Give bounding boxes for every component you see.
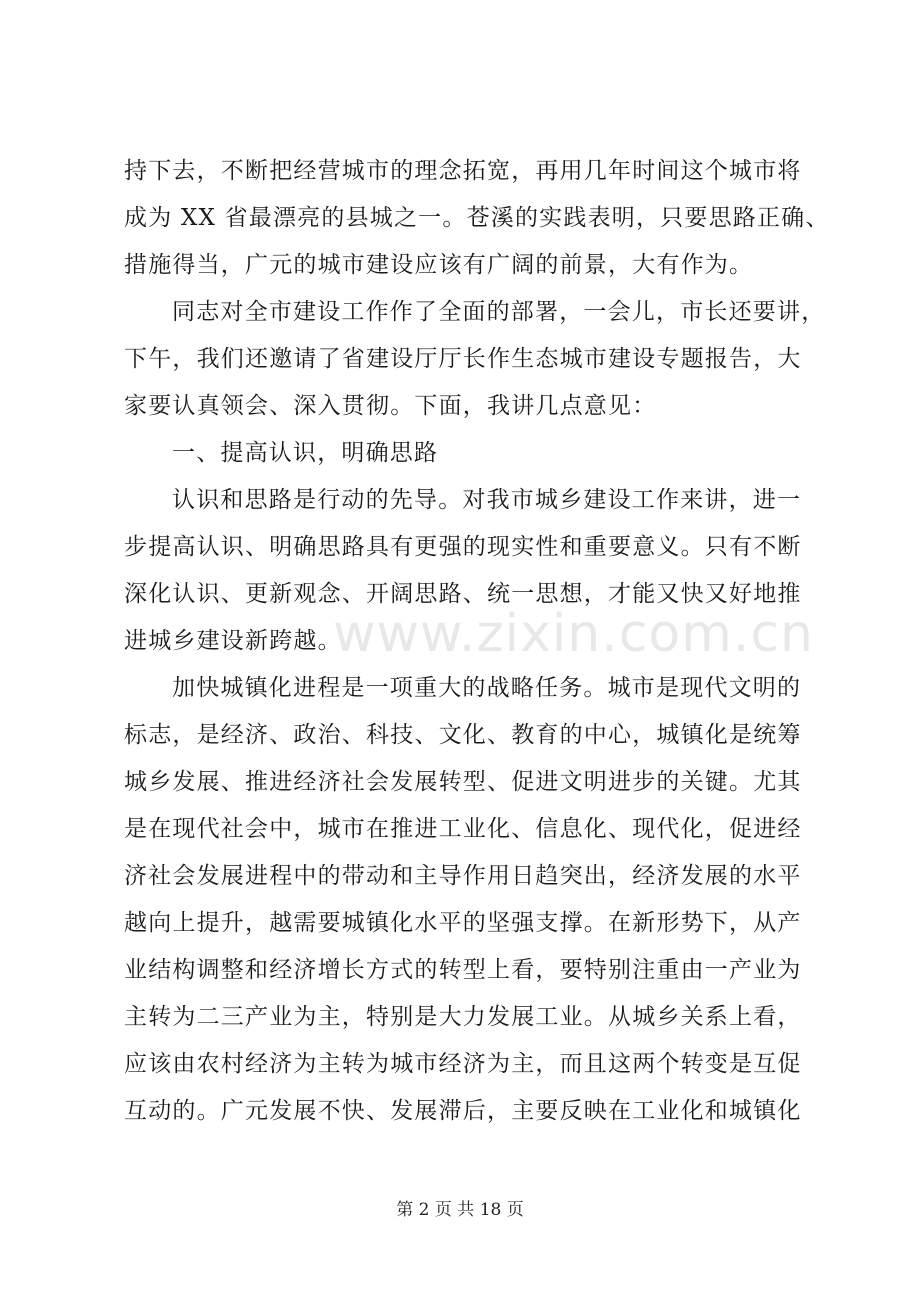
text-line: 家要认真领会、深入贯彻。下面，我讲几点意见： (124, 393, 657, 419)
text-line: 成为 XX 省最漂亮的县城之一。苍溪的实践表明，只要思路正确、 (124, 205, 830, 231)
paragraph-first-line: 认识和思路是行动的先导。对我市城乡建设工作来讲，进一 (172, 487, 802, 513)
text-line: 标志，是经济、政治、科技、文化、教育的中心，城镇化是统筹 (124, 722, 802, 748)
text-line: 步提高认识、明确思路具有更强的现实性和重要意义。只有不断 (124, 534, 802, 560)
text-line: 持下去，不断把经营城市的理念拓宽，再用几年时间这个城市将 (124, 158, 802, 184)
watermark: www.zixin.com.cn (333, 604, 814, 664)
paragraph-first-line: 加快城镇化进程是一项重大的战略任务。城市是现代文明的 (172, 675, 802, 701)
text-line: 进城乡建设新跨越。 (124, 628, 342, 654)
paragraph-first-line: 同志对全市建设工作作了全面的部署，一会儿，市长还要讲， (172, 299, 826, 325)
text-line: 主转为二三产业为主，特别是大力发展工业。从城乡关系上看， (124, 1004, 802, 1030)
text-line: 措施得当，广元的城市建设应该有广阔的前景，大有作为。 (124, 252, 754, 278)
text-line: 城乡发展、推进经济社会发展转型、促进文明进步的关键。尤其 (124, 769, 802, 795)
page-number-footer: 第 2 页 共 18 页 (396, 1200, 524, 1220)
text-line: 济社会发展进程中的带动和主导作用日趋突出，经济发展的水平 (124, 863, 802, 889)
text-line: 业结构调整和经济增长方式的转型上看，要特别注重由一产业为 (124, 957, 802, 983)
text-line: 深化认识、更新观念、开阔思路、统一思想，才能又快又好地推 (124, 581, 802, 607)
text-line: 是在现代社会中，城市在推进工业化、信息化、现代化，促进经 (124, 816, 802, 842)
section-heading: 一、提高认识，明确思路 (172, 440, 439, 466)
text-line: 下午，我们还邀请了省建设厅厅长作生态城市建设专题报告，大 (124, 346, 802, 372)
text-line: 应该由农村经济为主转为城市经济为主，而且这两个转变是互促 (124, 1051, 802, 1077)
text-line: 互动的。广元发展不快、发展滞后，主要反映在工业化和城镇化 (124, 1098, 802, 1124)
text-line: 越向上提升，越需要城镇化水平的坚强支撑。在新形势下，从产 (124, 910, 802, 936)
